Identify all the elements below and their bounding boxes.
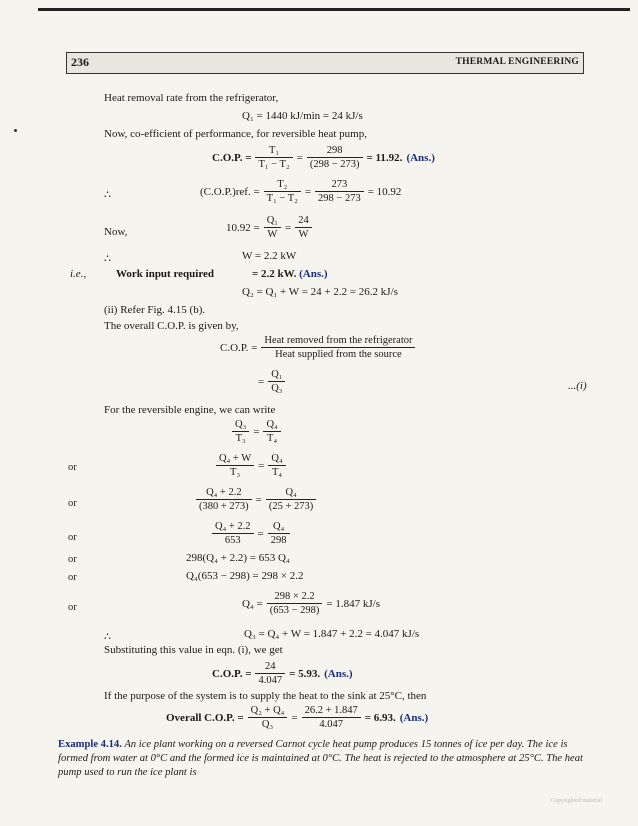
therefore-symbol: ∴ [104, 631, 111, 643]
equation: = $\frac{\text{Q₁}}{\text{Q₃}}$ [258, 368, 285, 395]
eq-lhs: Overall C.O.P. = [166, 711, 244, 724]
equation-number: ...(i) [568, 380, 587, 392]
fraction: $\frac{298}{(298 - 273)}$ [307, 144, 363, 171]
margin-dot [14, 129, 17, 132]
equation: Q₂ = Q₁ + W = 24 + 2.2 = 26.2 kJ/s [242, 286, 398, 298]
equation: $\frac{\text{Q₄ + 2.2}}{653}$ = $\frac{\text{Q₄}}{298}$ [212, 520, 290, 547]
equation: W = 2.2 kW [242, 250, 297, 262]
answer-label: (Ans.) [324, 667, 353, 680]
eq-result: = 6.93. [364, 711, 396, 724]
eq-lhs: C.O.P. = [212, 151, 252, 164]
answer-label: (Ans.) [406, 151, 435, 164]
or-label: or [68, 554, 77, 565]
equation: $\frac{\text{Q₄ + W}}{\text{T₃}}$ = $\frac{\text{Q₄}}{\text{T₄}}$ [216, 452, 286, 479]
equation: Q₁ = 1440 kJ/min = 24 kJ/s [242, 110, 363, 122]
example-paragraph [58, 738, 588, 780]
fraction: $\frac{\text{T₁}}{\text{T₁ − T₂}}$ [255, 144, 292, 171]
equation [220, 334, 415, 361]
page-header [66, 52, 584, 74]
work-value: = 2.2 kW. (Ans.) [252, 268, 328, 280]
equation: Q₄(653 − 298) = 298 × 2.2 [186, 570, 304, 582]
fraction: $\frac{298 \times 2.2}{(653 - 298)}$ [267, 590, 323, 617]
text-line: The overall C.O.P. is given by, [104, 320, 239, 332]
equation: $\frac{\text{Q₄ + 2.2}}{(380 + 273)}$ = $\frac{\text{Q₄}}{(25 + 273)}$ [196, 486, 316, 513]
eq-result: = 5.93. [289, 667, 321, 680]
equation: Overall C.O.P. = $\frac{\text{Q₂ + Q₄}}{\text{Q₃}}$ = $\frac{26.2 + 1.847}{4.047}$ = 6.93. (Ans.) [166, 705, 429, 730]
fraction: $\frac{\text{Q₄}}{\text{T₄}}$ [263, 418, 280, 445]
text-line: (ii) Refer Fig. 4.15 (b). [104, 304, 206, 316]
equation: Q₃ = Q₄ + W = 1.847 + 2.2 = 4.047 kJ/s [244, 628, 420, 640]
fraction: $\frac{273}{298 - 273}$ [315, 178, 364, 205]
text-line: If the purpose of the system is to supply the heat to the sink at 25°C, then [104, 690, 427, 702]
example-label: Example 4.14. [58, 739, 122, 750]
page-number: 236 [71, 55, 89, 69]
answer-label: (Ans.) [399, 711, 429, 724]
text-line: Now, [104, 226, 128, 238]
fraction: $\frac{\text{Q₄ + 2.2}}{653}$ [212, 520, 254, 547]
text-line: Now, co-efficient of performance, for reversible heat pump, [104, 128, 367, 140]
equation [242, 590, 380, 617]
or-label: or [68, 532, 77, 543]
equation: C.O.P. = $\frac{\text{T₁}}{\text{T₁ − T₂}}$ = $\frac{298}{(298 - 273)}$ = 11.92. (Ans.) [212, 145, 435, 170]
fraction: $\frac{\text{Q₄ + 2.2}}{(380 + 273)}$ [196, 486, 252, 513]
or-label: or [68, 462, 77, 473]
equation: 298(Q₄ + 2.2) = 653 Q₄ [186, 552, 290, 564]
fraction: $\frac{24}{W}$ [295, 214, 312, 241]
top-rule [38, 8, 630, 11]
fraction: $\frac{\text{Q₄ + W}}{\text{T₃}}$ [216, 452, 254, 479]
example-text: An ice plant working on a reversed Carnot cycle heat pump produces 15 tonnes of ice per day. The ice is formed from water at 0°C and the formed ice is maintained at 0°C. The heat is rejected to the atmosphere at 25°C. The heat pump used to run the ice plant is [58, 739, 583, 778]
therefore-symbol: ∴ [104, 253, 111, 265]
fraction: $\frac{\text{Q₂ + Q₄}}{\text{Q₃}}$ [248, 704, 288, 731]
equation [212, 660, 353, 687]
eq-lhs: (C.O.P.)ref. = [200, 185, 260, 198]
fraction: $\frac{\text{Q₁}}{\text{Q₃}}$ [268, 368, 285, 395]
eq-lhs: Q₄ = [242, 597, 263, 610]
therefore-symbol: ∴ [104, 189, 111, 201]
equation: 10.92 = $\frac{\text{Q₁}}{W}$ = $\frac{24}{W}$ [226, 214, 312, 241]
or-label: or [68, 572, 77, 583]
watermark: Copyrighted material [550, 798, 602, 804]
eq-lhs: C.O.P. = [220, 341, 258, 354]
eq-result: = 10.92 [367, 185, 402, 198]
fraction: $\frac{24}{4.047}$ [255, 660, 285, 687]
fraction: $\frac{\text{Heat removed from the refrigerator}}{\text{Heat supplied from the source}}$ [261, 334, 415, 361]
eq-result: = 1.847 kJ/s [326, 597, 380, 610]
text-line: Heat removal rate from the refrigerator, [104, 92, 279, 104]
running-title: THERMAL ENGINEERING [455, 57, 579, 67]
fraction: $\frac{\text{Q₄}}{\text{T₄}}$ [268, 452, 285, 479]
text-line: Substituting this value in eqn. (i), we get [104, 644, 283, 656]
equation: $\frac{\text{Q₃}}{\text{T₃}}$ = $\frac{\text{Q₄}}{\text{T₄}}$ [232, 418, 281, 445]
fraction: $\frac{\text{T₂}}{\text{T₁ − T₂}}$ [264, 178, 301, 205]
or-label: or [68, 602, 77, 613]
fraction: $\frac{\text{Q₁}}{W}$ [264, 214, 281, 241]
eq-result: = 11.92. [366, 151, 403, 164]
eq-lhs: 10.92 = [226, 221, 260, 234]
fraction: $\frac{\text{Q₄}}{(25 + 273)}$ [266, 486, 316, 513]
fraction: $\frac{\text{Q₃}}{\text{T₃}}$ [232, 418, 249, 445]
ie-label: i.e., [70, 268, 87, 280]
work-label: Work input required [116, 268, 215, 280]
text-line: For the reversible engine, we can write [104, 404, 276, 416]
fraction: $\frac{\text{Q₄}}{298}$ [268, 520, 290, 547]
equation: (C.O.P.)ref. = $\frac{\text{T₂}}{\text{T₁ − T₂}}$ = $\frac{273}{298 - 273}$ = 10.92 [200, 179, 402, 204]
fraction: $\frac{26.2 + 1.847}{4.047}$ [302, 704, 361, 731]
eq-lhs: C.O.P. = [212, 667, 252, 680]
or-label: or [68, 498, 77, 509]
